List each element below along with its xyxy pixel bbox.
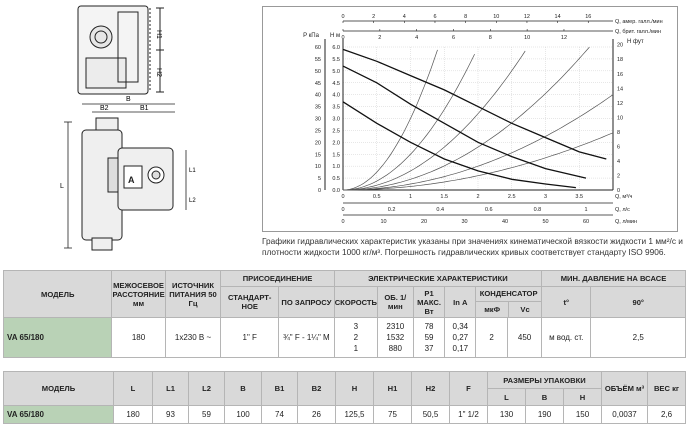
bottom-ls-tick: 0.2 — [387, 207, 396, 213]
bottom-m3h-label: Q, м³/ч — [615, 194, 633, 200]
header2-weight: ВЕС кг — [648, 372, 686, 406]
row-std: 1" F — [221, 318, 279, 358]
speed-3: 3 — [353, 322, 359, 331]
header2-pack-b: B — [526, 389, 564, 406]
bottom-m3h-tick: 0 — [341, 194, 345, 200]
electrical-table — [3, 270, 686, 358]
p-axis-label: P кПа — [303, 33, 319, 39]
header2-h: H — [336, 372, 374, 406]
dim-h2: H2 — [155, 68, 162, 77]
in-3: 0,34 — [452, 322, 469, 331]
header-power: ИСТОЧНИК ПИТАНИЯ 50 Гц — [165, 271, 221, 318]
row2-b1: 74 — [262, 406, 298, 424]
row2-volume: 0,0037 — [602, 406, 648, 424]
bottom-m3h-tick: 2 — [476, 194, 480, 200]
p1-1: 37 — [424, 344, 434, 353]
header-min-pressure: МИН. ДАВЛЕНИЕ НА ВСАСЕ — [542, 271, 686, 287]
header-in: In А — [445, 287, 476, 318]
top-us-tick: 2 — [372, 14, 376, 20]
system-curve — [343, 51, 525, 190]
h-tick: 5.5 — [332, 56, 340, 63]
p-tick: 10 — [314, 164, 321, 171]
row-p90: 2,5 — [591, 318, 686, 358]
header2-b: B — [225, 372, 262, 406]
p-tick: 30 — [314, 116, 321, 123]
row-unit: м вод. ст. — [542, 318, 591, 358]
header2-l1: L1 — [153, 372, 189, 406]
dim-h1: H1 — [155, 30, 162, 39]
top-axis-uk-label: Q, брит. галл./мин — [615, 29, 661, 35]
header-vc: Vc — [520, 305, 530, 314]
row-power: 1x230 В ~ — [165, 318, 221, 358]
bottom-m3h-tick: 0.5 — [372, 194, 381, 200]
performance-chart-svg — [263, 7, 677, 231]
h-tick: 2.0 — [332, 140, 340, 147]
top-uk-tick: 6 — [451, 35, 456, 41]
row-p1 — [413, 318, 445, 358]
header-electrical: ЭЛЕКТРИЧЕСКИЕ ХАРАКТЕРИСТИКИ — [334, 271, 541, 287]
in-2: 0,27 — [452, 333, 469, 342]
p-tick: 5 — [317, 176, 321, 183]
row2-model: VA 65/180 — [4, 406, 114, 424]
top-uk-tick: 0 — [341, 35, 345, 41]
header2-f: F — [450, 372, 488, 406]
top-us-tick: 4 — [402, 14, 406, 20]
header-speed: СКОРОСТЬ — [334, 287, 377, 318]
h-tick: 4.5 — [332, 80, 340, 87]
dim-l1: L1 — [189, 168, 196, 174]
top-us-tick: 10 — [493, 14, 500, 20]
bottom-ls-tick: 1 — [584, 207, 588, 213]
header-standard: СТАНДАРТ-НОЕ — [221, 287, 279, 318]
p1-3: 78 — [424, 322, 434, 331]
row2-l1: 93 — [153, 406, 189, 424]
rpm-2: 1532 — [386, 333, 405, 342]
row2-b: 100 — [225, 406, 262, 424]
rpm-3: 2310 — [386, 322, 405, 331]
header-rpm: ОБ. 1/мин — [378, 287, 414, 318]
header-model: МОДЕЛЬ — [4, 271, 112, 318]
p-tick: 0 — [317, 188, 321, 194]
dim-b1: B1 — [140, 105, 149, 112]
p-tick: 50 — [314, 68, 321, 75]
top-us-tick: 14 — [554, 14, 561, 20]
row2-h: 125,5 — [336, 406, 374, 424]
header-p1: P1 МАКС. Вт — [413, 287, 445, 318]
header2-h2: H2 — [412, 372, 450, 406]
bottom-m3h-tick: 3 — [543, 194, 548, 200]
top-us-tick: 8 — [464, 14, 468, 20]
header2-pack-h: H — [564, 389, 602, 406]
ft-tick: 2 — [617, 173, 621, 180]
h-tick: 1.0 — [332, 164, 340, 171]
h-tick: 1.5 — [332, 152, 340, 159]
ft-tick: 18 — [617, 57, 624, 64]
bottom-lmin-tick: 10 — [380, 219, 387, 225]
top-uk-tick: 4 — [415, 35, 419, 41]
p-tick: 45 — [314, 80, 321, 87]
header2-l: L — [114, 372, 153, 406]
row2-pack-b: 190 — [526, 406, 564, 424]
p-tick: 60 — [314, 45, 321, 51]
top-us-tick: 0 — [341, 14, 345, 20]
p-tick: 40 — [314, 92, 321, 99]
header2-model: МОДЕЛЬ — [4, 372, 114, 406]
bottom-ls-tick: 0.6 — [484, 207, 493, 213]
row2-pack-h: 150 — [564, 406, 602, 424]
top-uk-tick: 12 — [560, 35, 568, 41]
row-speeds — [334, 318, 377, 358]
header2-h1: H1 — [374, 372, 412, 406]
performance-chart — [262, 6, 678, 232]
p-tick: 15 — [314, 152, 321, 159]
ft-tick: 6 — [617, 144, 621, 151]
pump-drawing-svg — [0, 0, 250, 258]
h-tick: 0.5 — [332, 176, 340, 183]
bottom-m3h-tick: 3.5 — [575, 194, 584, 200]
p1-2: 59 — [424, 333, 434, 342]
bottom-m3h-tick: 1.5 — [440, 194, 449, 200]
row2-f: 1" 1/2 — [450, 406, 488, 424]
row2-weight: 2,6 — [648, 406, 686, 424]
h-tick: 0.0 — [332, 188, 340, 194]
row-distance: 180 — [112, 318, 165, 358]
bottom-ls-tick: 0 — [341, 207, 345, 213]
h-axis-label: H м — [329, 33, 341, 39]
ft-tick: 10 — [617, 115, 624, 122]
p-tick: 20 — [314, 140, 321, 147]
header-distance: МЕЖОСЕВОЕ РАССТОЯНИЕ мм — [112, 271, 165, 318]
header2-volume: ОБЪЁМ м³ — [602, 372, 648, 406]
bottom-lmin-tick: 40 — [501, 219, 509, 225]
dimensions-table — [3, 371, 686, 424]
row2-pack-l: 130 — [488, 406, 526, 424]
pump-letter-label: A — [128, 175, 135, 185]
h-tick: 2.5 — [332, 128, 340, 135]
row-request: ¾" F - 1¼" M — [279, 318, 335, 358]
top-uk-tick: 2 — [378, 35, 382, 41]
header2-l2: L2 — [189, 372, 225, 406]
header2-b2: B2 — [298, 372, 336, 406]
pump-drawing — [0, 0, 250, 258]
top-uk-tick: 10 — [524, 35, 531, 41]
header-connection: ПРИСОЕДИНЕНИЕ — [221, 271, 334, 287]
p-tick: 55 — [314, 56, 321, 63]
bottom-ls-tick: 0.8 — [533, 207, 542, 213]
speed-1: 1 — [353, 344, 359, 353]
row2-b2: 26 — [298, 406, 336, 424]
rpm-1: 880 — [388, 344, 402, 353]
top-axis-us-label: Q, амер. галл./мин — [615, 19, 663, 25]
h-tick: 3.0 — [332, 116, 340, 123]
bottom-ls-label: Q, л/с — [615, 207, 630, 213]
top-us-tick: 16 — [585, 14, 592, 20]
row2-h1: 75 — [374, 406, 412, 424]
row2-l: 180 — [114, 406, 153, 424]
h-tick: 3.5 — [332, 104, 340, 111]
dim-l: L — [60, 183, 64, 190]
h-tick: 4.0 — [332, 92, 340, 99]
ft-tick: 16 — [617, 71, 624, 78]
speed-2: 2 — [353, 333, 359, 342]
row-model: VA 65/180 — [4, 318, 112, 358]
dim-l2: L2 — [189, 198, 196, 204]
p-tick: 35 — [314, 104, 321, 111]
bottom-lmin-label: Q, л/мин — [615, 219, 637, 225]
dim-b: B — [126, 96, 131, 103]
top-uk-tick: 8 — [488, 35, 492, 41]
top-us-tick: 6 — [433, 14, 437, 20]
ft-tick: 20 — [617, 42, 624, 49]
row2-h2: 50,5 — [412, 406, 450, 424]
row2-l2: 59 — [189, 406, 225, 424]
row-mkf: 2 — [476, 318, 508, 358]
ft-tick: 0 — [617, 188, 621, 194]
row-vc: 450 — [508, 318, 542, 358]
row-rpm — [378, 318, 414, 358]
p-tick: 25 — [314, 128, 321, 135]
row-in — [445, 318, 476, 358]
pump-curve-1 — [343, 49, 606, 159]
header-t: t° — [542, 287, 591, 318]
header-on-request: ПО ЗАПРОСУ — [279, 287, 335, 318]
ft-tick: 8 — [617, 129, 621, 136]
dim-b2: B2 — [100, 105, 109, 112]
ft-tick: 12 — [617, 100, 624, 107]
header-mkf: мкФ — [476, 302, 509, 317]
header2-b1: B1 — [262, 372, 298, 406]
bottom-m3h-tick: 2.5 — [507, 194, 516, 200]
bottom-lmin-tick: 60 — [582, 219, 590, 225]
h-tick: 5.0 — [332, 68, 340, 75]
header2-pack-l: L — [488, 389, 526, 406]
bottom-m3h-tick: 1 — [408, 194, 413, 200]
bottom-lmin-tick: 50 — [542, 219, 549, 225]
bottom-lmin-tick: 0 — [341, 219, 345, 225]
bottom-lmin-tick: 20 — [420, 219, 428, 225]
chart-note: Графики гидравлических характеристик указаны при значениях кинематической вязкости жидкости 1 мм²/с и плотности жидкости 1000 кг/м³. Погрешность гидравлических кривых соответствует стандарту ISO 9906. — [262, 236, 683, 257]
ft-axis-label: H фут — [627, 39, 644, 45]
h-tick: 6.0 — [332, 45, 340, 51]
ft-tick: 4 — [617, 158, 621, 165]
header2-pack: РАЗМЕРЫ УПАКОВКИ — [488, 372, 602, 389]
pump-curve-3 — [343, 102, 576, 188]
header-90: 90° — [591, 287, 686, 318]
bottom-lmin-tick: 30 — [461, 219, 468, 225]
bottom-ls-tick: 0.4 — [436, 207, 445, 213]
top-us-tick: 12 — [523, 14, 531, 20]
header-capacitor: КОНДЕНСАТОР — [476, 287, 541, 302]
ft-tick: 14 — [617, 86, 624, 93]
in-1: 0,17 — [452, 344, 469, 353]
